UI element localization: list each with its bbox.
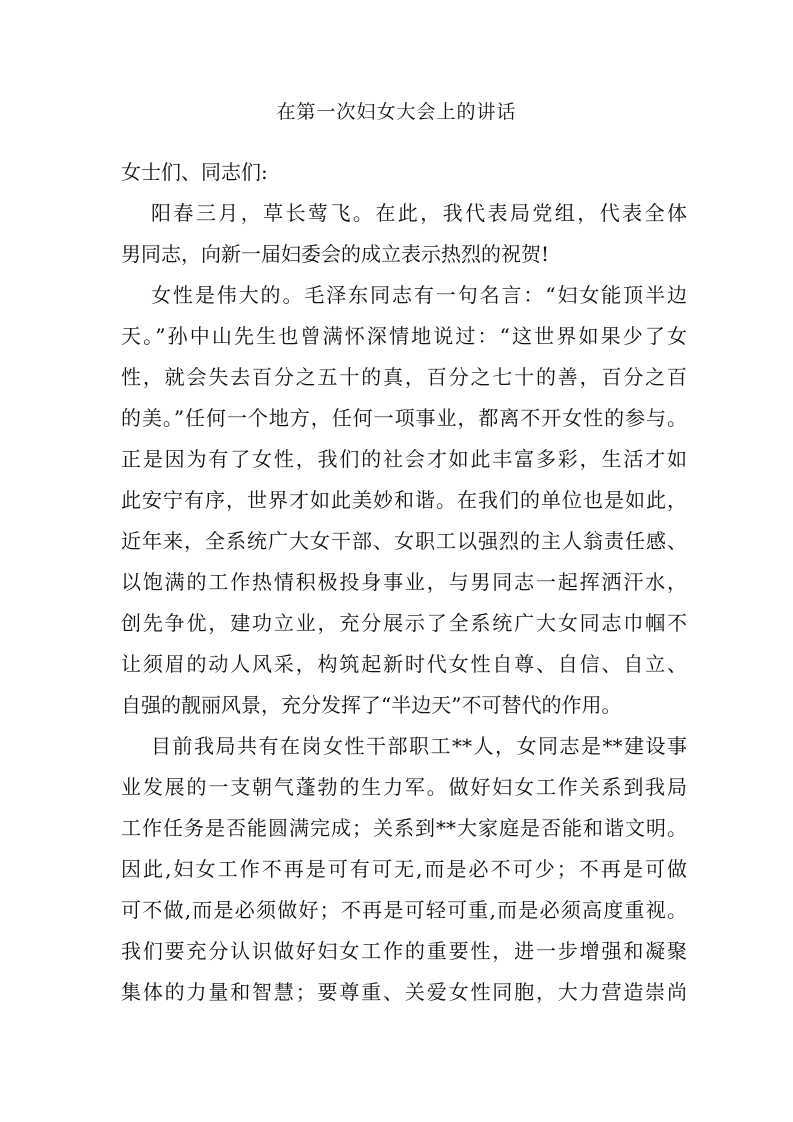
salutation: 女士们、同志们:	[121, 160, 268, 184]
paragraph-1	[121, 197, 687, 279]
document-title: 在第一次妇女大会上的讲话	[276, 101, 517, 123]
paragraph-2	[121, 279, 687, 730]
paragraph-line: 男同志，向新一届妇委会的成立表示热烈的祝贺!	[121, 242, 550, 266]
paragraph-line: 性，就会失去百分之五十的真，百分之七十的善，百分之百	[121, 365, 687, 389]
paragraph-line: 目前我局共有在岗女性干部职工**人，女同志是**建设事	[151, 734, 687, 758]
paragraph-line: 近年来，全系统广大女干部、女职工以强烈的主人翁责任感、	[121, 529, 687, 553]
paragraph-line: 因此,妇女工作不再是可有可无,而是必不可少；不再是可做	[121, 857, 687, 881]
paragraph-line: 可不做,而是必须做好；不再是可轻可重,而是必须高度重视。	[121, 898, 687, 922]
paragraph-line: 正是因为有了女性，我们的社会才如此丰富多彩，生活才如	[121, 447, 687, 471]
paragraph-3	[121, 730, 687, 1017]
paragraph-line: 我们要充分认识做好妇女工作的重要性，进一步增强和凝聚	[121, 939, 687, 963]
paragraph-line: 创先争优，建功立业，充分展示了全系统广大女同志巾帼不	[121, 611, 687, 635]
paragraph-line: 阳春三月，草长莺飞。在此，我代表局党组，代表全体	[151, 201, 687, 225]
paragraph-line: 工作任务是否能圆满完成；关系到**大家庭是否能和谐文明。	[121, 816, 687, 840]
paragraph-line: 以饱满的工作热情积极投身事业，与男同志一起挥洒汗水，	[121, 570, 687, 594]
document-body	[121, 156, 687, 1017]
paragraph-line: 业发展的一支朝气蓬勃的生力军。做好妇女工作关系到我局	[121, 775, 687, 799]
paragraph-line: 的美。”任何一个地方，任何一项事业，都离不开女性的参与。	[121, 406, 687, 430]
paragraph-line: 女性是伟大的。毛泽东同志有一句名言：“妇女能顶半边	[151, 283, 687, 307]
paragraph-line: 集体的力量和智慧；要尊重、关爱女性同胞，大力营造崇尚	[121, 980, 687, 1004]
paragraph-line: 让须眉的动人风采，构筑起新时代女性自尊、自信、自立、	[121, 652, 687, 676]
paragraph-line: 天。”孙中山先生也曾满怀深情地说过：“这世界如果少了女	[121, 324, 687, 348]
paragraph-line: 自强的靓丽风景，充分发挥了“半边天”不可替代的作用。	[121, 693, 622, 717]
paragraph-line: 此安宁有序，世界才如此美妙和谐。在我们的单位也是如此，	[121, 488, 687, 512]
